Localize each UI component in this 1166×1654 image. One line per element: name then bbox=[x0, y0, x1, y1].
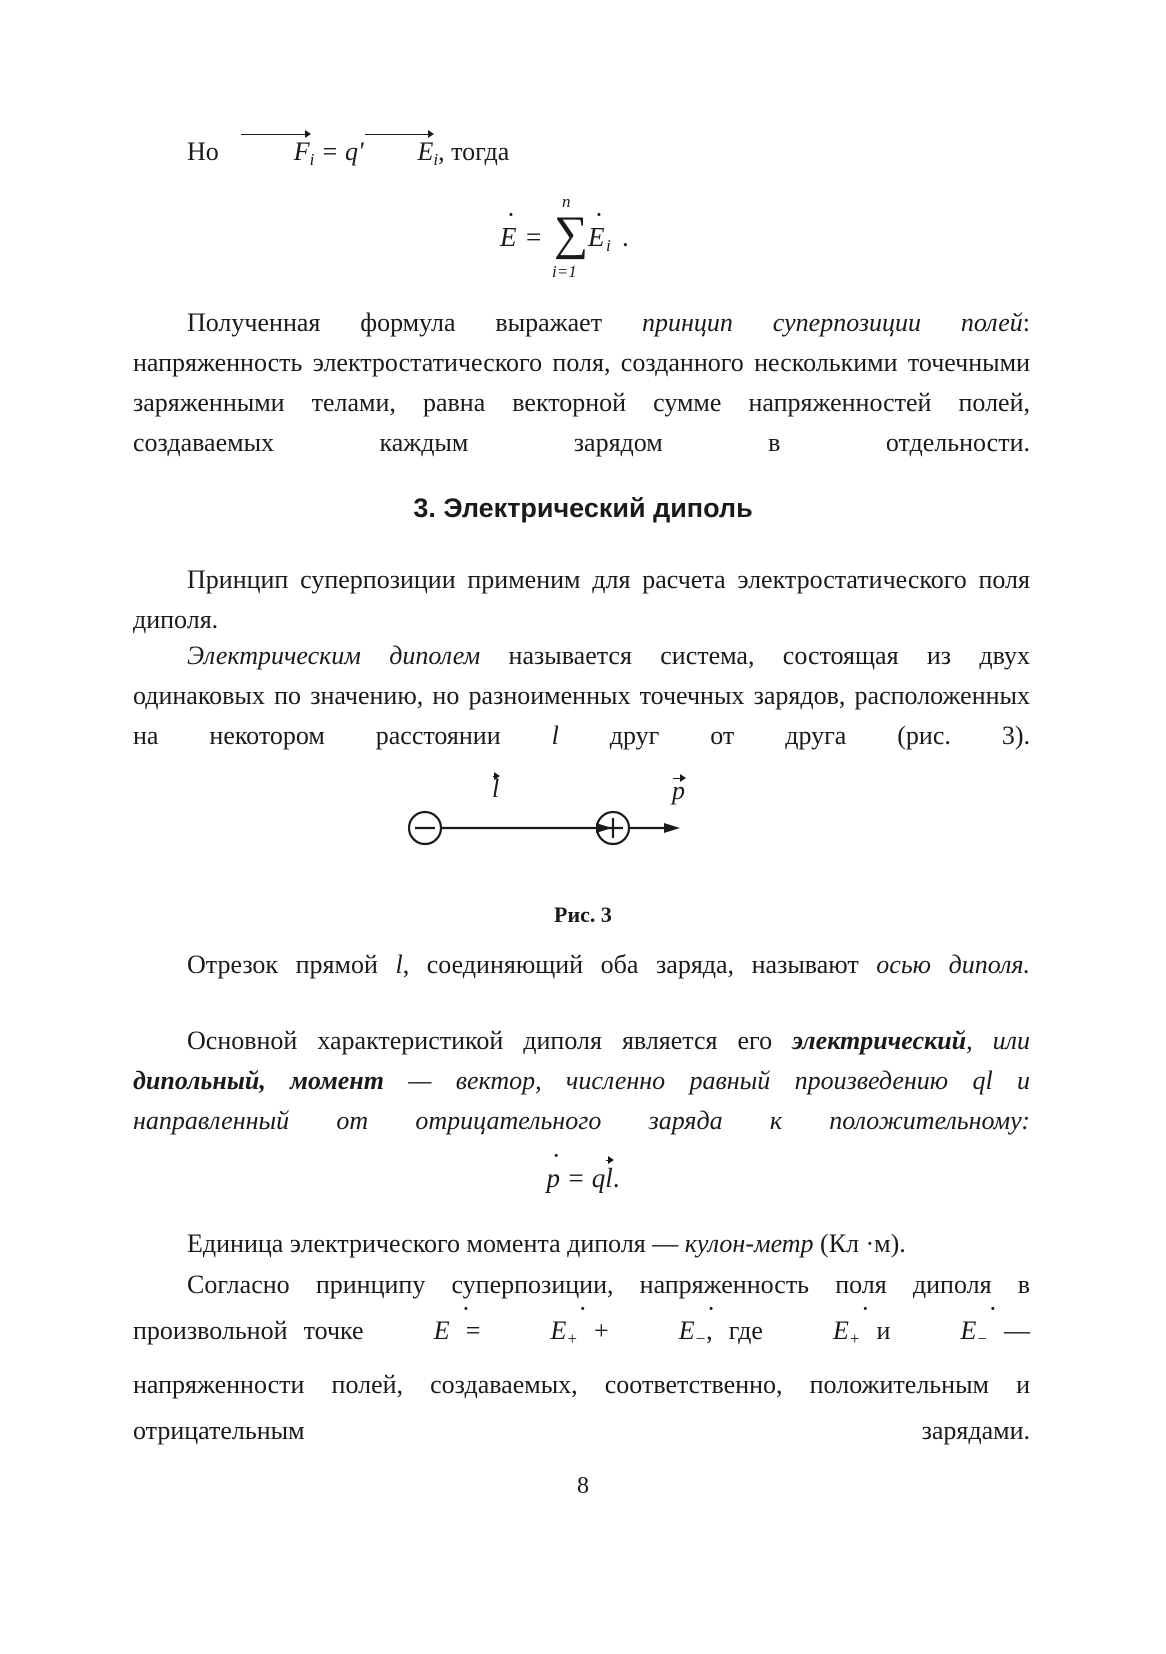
sum-upper-limit: n bbox=[562, 192, 571, 211]
vector-f: F bbox=[240, 132, 310, 172]
paragraph-dipole-axis: Отрезок прямой l, соединяющий оба заряда, называют осью диполя. bbox=[187, 950, 1030, 979]
formula-line-force bbox=[133, 132, 1030, 180]
sum-period: . bbox=[622, 222, 629, 252]
sum-lower-limit: i=1 bbox=[552, 262, 577, 281]
label-vector-l: l bbox=[492, 774, 500, 803]
term-electric: электрический bbox=[792, 1026, 967, 1055]
label-vector-p: p bbox=[672, 776, 685, 805]
equals-sign: = bbox=[526, 222, 542, 252]
e-term: · E bbox=[588, 222, 605, 253]
formula-dipole-moment: · p = ql. bbox=[0, 1158, 1166, 1198]
paragraph-superposition: Полученная формула выражает принцип суперпозиции полей: напряженность электростатического поля, созданного несколькими точечными заряженными телами, равна векторной сумме напряженностей полей, создаваемых каждым зарядом в отдельности. bbox=[133, 308, 1030, 457]
term-dipole-moment: дипольный, момент bbox=[133, 1066, 384, 1095]
term-subscript: i bbox=[606, 236, 611, 255]
paragraph-dipole-definition: Электрическим диполем называется система, состоящая из двух одинаковых по значению, но разноименных точечных зарядов, расположенных на некотором расстоянии l друг от друга (рис. 3). bbox=[133, 641, 1030, 750]
p-vector: · p bbox=[547, 1158, 561, 1198]
figure-caption: Рис. 3 bbox=[554, 902, 612, 927]
equals-q: = q' bbox=[320, 137, 364, 166]
section-heading: 3. Электрический диполь bbox=[413, 493, 753, 523]
paragraph-dipole-moment: Основной характеристикой диполя является его электрический, или дипольный, момент — вектор, численно равный произведению ql и направленный от отрицательного заряда к положительному: bbox=[133, 1026, 1031, 1135]
sigma-symbol: ∑ bbox=[554, 207, 589, 260]
term-superposition: принцип суперпозиции полей bbox=[641, 308, 1023, 337]
text-but: Но bbox=[187, 137, 219, 166]
term-dipole-axis: осью диполя. bbox=[876, 950, 1030, 979]
dipole-figure bbox=[400, 760, 720, 880]
l-vector: l bbox=[605, 1158, 613, 1198]
text-then: , тогда bbox=[438, 137, 510, 166]
subscript-i: i bbox=[433, 150, 439, 169]
paragraph-principle: Принцип суперпозиции применим для расчета электростатического поля диполя. bbox=[133, 565, 1030, 634]
subscript-i: i bbox=[309, 150, 315, 169]
vector-e: E bbox=[364, 132, 434, 172]
page-number: 8 bbox=[577, 1473, 589, 1499]
superposition-sum-formula bbox=[500, 192, 700, 290]
term-dipole: Электрическим диполем bbox=[187, 641, 481, 670]
paragraph-unit: Единица электрического момента диполя — кулон-метр (Кл ·м). bbox=[187, 1229, 906, 1258]
paragraph-dipole-field: Согласно принципу суперпозиции, напряженность поля диполя в произвольной точке · E = · $E_+$ + · $E_-$, где · $E_+$ $и \cdot E_-$ — напряженности полей, создаваемых, соответственно, положительным и отрицательным зарядами. bbox=[133, 1262, 1030, 1454]
term-coulomb-meter: кулон-метр bbox=[684, 1229, 814, 1258]
e-total: · E bbox=[500, 222, 517, 253]
